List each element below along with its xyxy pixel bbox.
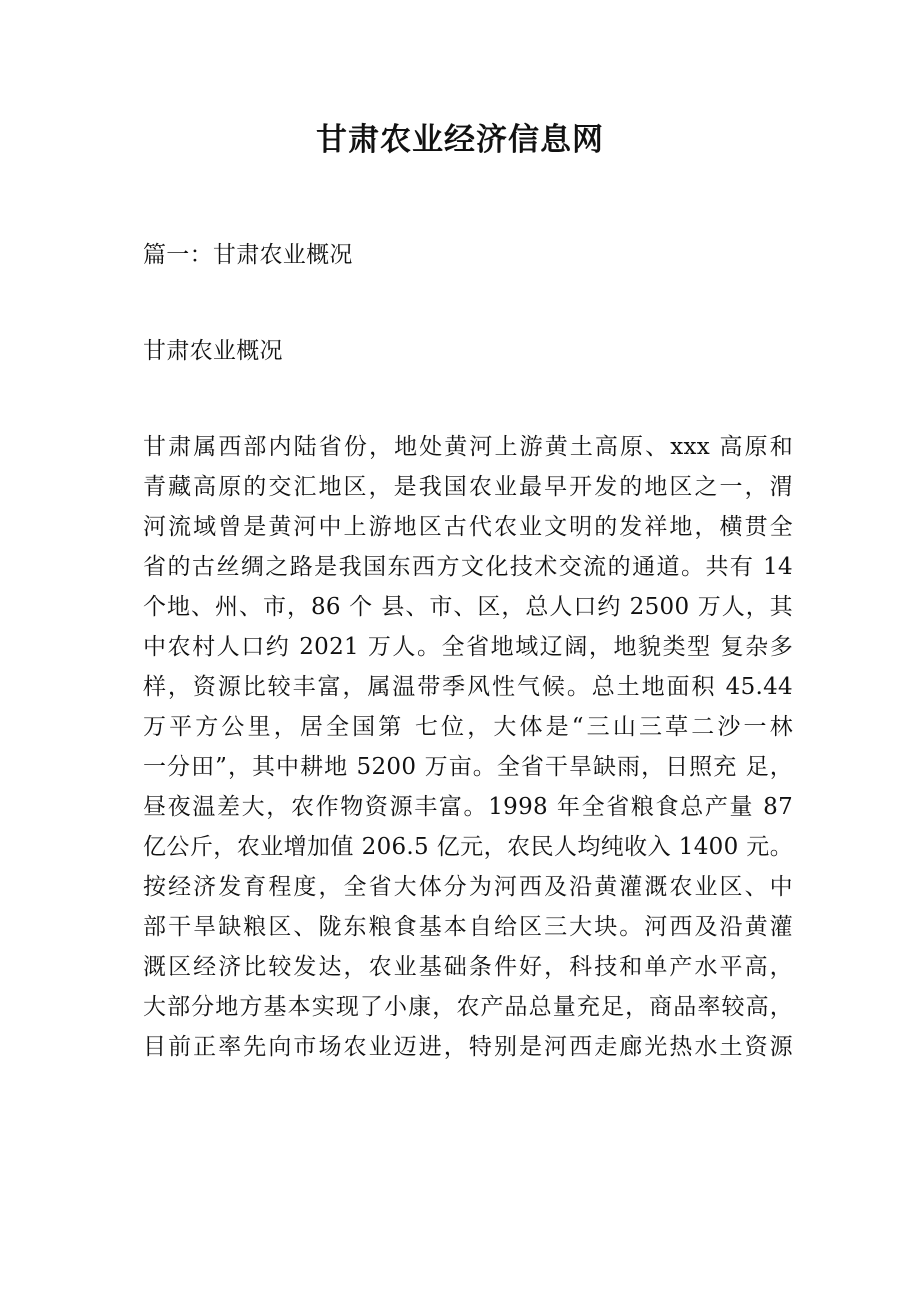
body-line: 万平方公里，居全国第 七位，大体是“三山三草二沙一林 (143, 714, 793, 740)
document-title: 甘肃农业经济信息网 (316, 122, 604, 158)
body-line: 样，资源比较丰富，属温带季风性气候。总土地面积 45.44 (143, 674, 793, 700)
body-line: 昼夜温差大，农作物资源丰富。1998 年全省粮食总产量 87 (143, 794, 793, 820)
body-line: 大部分地方基本实现了小康，农产品总量充足，商品率较高， (143, 994, 793, 1020)
body-line: 省的古丝绸之路是我国东西方文化技术交流的通道。共有 14 (143, 554, 793, 580)
body-line: 个地、州、市，86 个 县、市、区，总人口约 2500 万人，其 (143, 594, 793, 620)
body-line: 中农村人口约 2021 万人。全省地域辽阔，地貌类型 复杂多 (143, 634, 793, 660)
body-line: 按经济发育程度，全省大体分为河西及沿黄灌溉农业区、中 (143, 874, 793, 900)
body-line: 甘肃属西部内陆省份，地处黄河上游黄土高原、xxx 高原和 (143, 434, 793, 460)
body-line: 河流域曾是黄河中上游地区古代农业文明的发祥地，横贯全 (143, 514, 793, 540)
body-line: 部干旱缺粮区、陇东粮食基本自给区三大块。河西及沿黄灌 (143, 914, 793, 940)
body-line: 亿公斤，农业增加值 206.5 亿元，农民人均纯收入 1400 元。 (143, 834, 793, 860)
body-paragraph (143, 427, 793, 1067)
body-line: 一分田”，其中耕地 5200 万亩。全省干旱缺雨，日照充 足， (143, 754, 793, 780)
body-line: 青藏高原的交汇地区，是我国农业最早开发的地区之一，渭 (143, 474, 793, 500)
section-heading: 篇一：甘肃农业概况 (143, 242, 353, 268)
body-line: 溉区经济比较发达，农业基础条件好，科技和单产水平高， (143, 954, 793, 980)
body-line: 目前正率先向市场农业迈进，特别是河西走廊光热水土资源 (143, 1034, 793, 1060)
subheading: 甘肃农业概况 (143, 338, 283, 364)
